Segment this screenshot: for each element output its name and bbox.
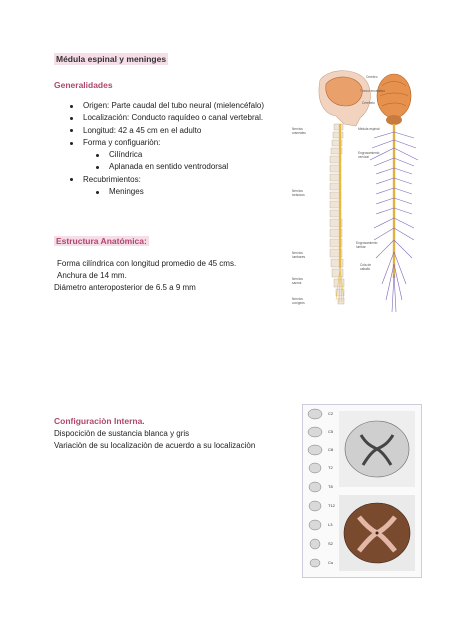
section-heading-configuracion: Configuraciòn Interna.	[54, 416, 145, 426]
svg-text:caballo: caballo	[360, 267, 371, 271]
bullet-icon	[70, 117, 73, 120]
svg-text:Nervios: Nervios	[292, 127, 303, 131]
svg-text:Cerebelo: Cerebelo	[362, 101, 375, 105]
svg-text:Engrosamiento: Engrosamiento	[356, 241, 378, 245]
svg-text:sacros: sacros	[292, 281, 302, 285]
svg-text:cervical: cervical	[358, 155, 369, 159]
configuracion-line-2: Variaciòn de su localizaciòn de acuerdo a su localizaciòn	[54, 441, 256, 450]
svg-text:L3: L3	[328, 522, 333, 527]
svg-text:Nervios: Nervios	[292, 297, 303, 301]
estructura-line-1: Forma cilíndrica con longitud promedio de 45 cms.	[57, 259, 237, 268]
svg-text:Engrosamiento: Engrosamiento	[358, 151, 380, 155]
list-item-text: Longitud: 42 a 45 cm en el adulto	[83, 125, 202, 135]
list-item-text: Aplanada en sentido ventrodorsal	[109, 162, 229, 172]
spinal-cord-diagram	[290, 68, 430, 316]
svg-text:Cola de: Cola de	[360, 263, 371, 267]
sub-list-item	[58, 149, 264, 161]
section-heading-estructura: Estructura Anatómica:	[56, 236, 147, 246]
svg-text:S2: S2	[328, 541, 333, 546]
page-title: Médula espinal y meninges	[56, 54, 167, 64]
estructura-line-2: Anchura de 14 mm.	[57, 271, 127, 280]
list-item	[58, 137, 264, 149]
svg-text:Nervios: Nervios	[292, 277, 303, 281]
sub-list-item	[58, 161, 264, 173]
bullet-icon	[70, 142, 73, 145]
svg-text:Co: Co	[328, 560, 334, 565]
list-item-text: Localización: Conducto raquídeo o canal vertebral.	[83, 113, 264, 123]
bullet-icon	[70, 178, 73, 181]
svg-text:lumbar: lumbar	[356, 245, 366, 249]
svg-text:Tronco encefálico: Tronco encefálico	[360, 89, 386, 93]
sub-list-item	[58, 186, 264, 198]
svg-text:C5: C5	[328, 429, 334, 434]
svg-text:lumbares: lumbares	[292, 255, 306, 259]
bullet-icon	[96, 166, 99, 169]
bullet-icon	[70, 129, 73, 132]
svg-text:Nervios: Nervios	[292, 251, 303, 255]
svg-text:Médula espinal: Médula espinal	[358, 127, 380, 131]
svg-text:coxígeos: coxígeos	[292, 301, 305, 305]
svg-text:C8: C8	[328, 447, 334, 452]
spinal-cord-sections-figure	[302, 404, 422, 578]
svg-text:torácicos: torácicos	[292, 193, 305, 197]
configuracion-line-1: Dispociciòn de sustancia blanca y gris	[54, 429, 190, 438]
list-item	[58, 100, 264, 112]
list-item	[58, 174, 264, 186]
svg-text:C2: C2	[328, 411, 334, 416]
bullet-list	[58, 100, 264, 198]
list-item-text: Cilíndrica	[109, 150, 143, 160]
bullet-icon	[70, 105, 73, 108]
list-item-text: Forma y configuariòn:	[83, 137, 161, 147]
list-item-text: Recubrimientos:	[83, 174, 141, 184]
list-item-text: Origen: Parte caudal del tubo neural (mielencéfalo)	[83, 101, 264, 110]
svg-text:craneales: craneales	[292, 131, 306, 135]
section-heading-generalidades: Generalidades	[54, 80, 113, 90]
list-item-text: Meninges	[109, 187, 144, 197]
svg-text:T2: T2	[328, 465, 333, 470]
svg-text:T8: T8	[328, 484, 333, 489]
svg-text:Cerebro: Cerebro	[366, 75, 378, 79]
svg-text:T12: T12	[328, 503, 335, 508]
svg-text:Nervios: Nervios	[292, 189, 303, 193]
bullet-icon	[96, 154, 99, 157]
bullet-icon	[96, 191, 99, 194]
estructura-line-3: Diámetro anteroposterior de 6.5 a 9 mm	[54, 283, 196, 292]
list-item	[58, 125, 264, 137]
list-item	[58, 112, 264, 124]
